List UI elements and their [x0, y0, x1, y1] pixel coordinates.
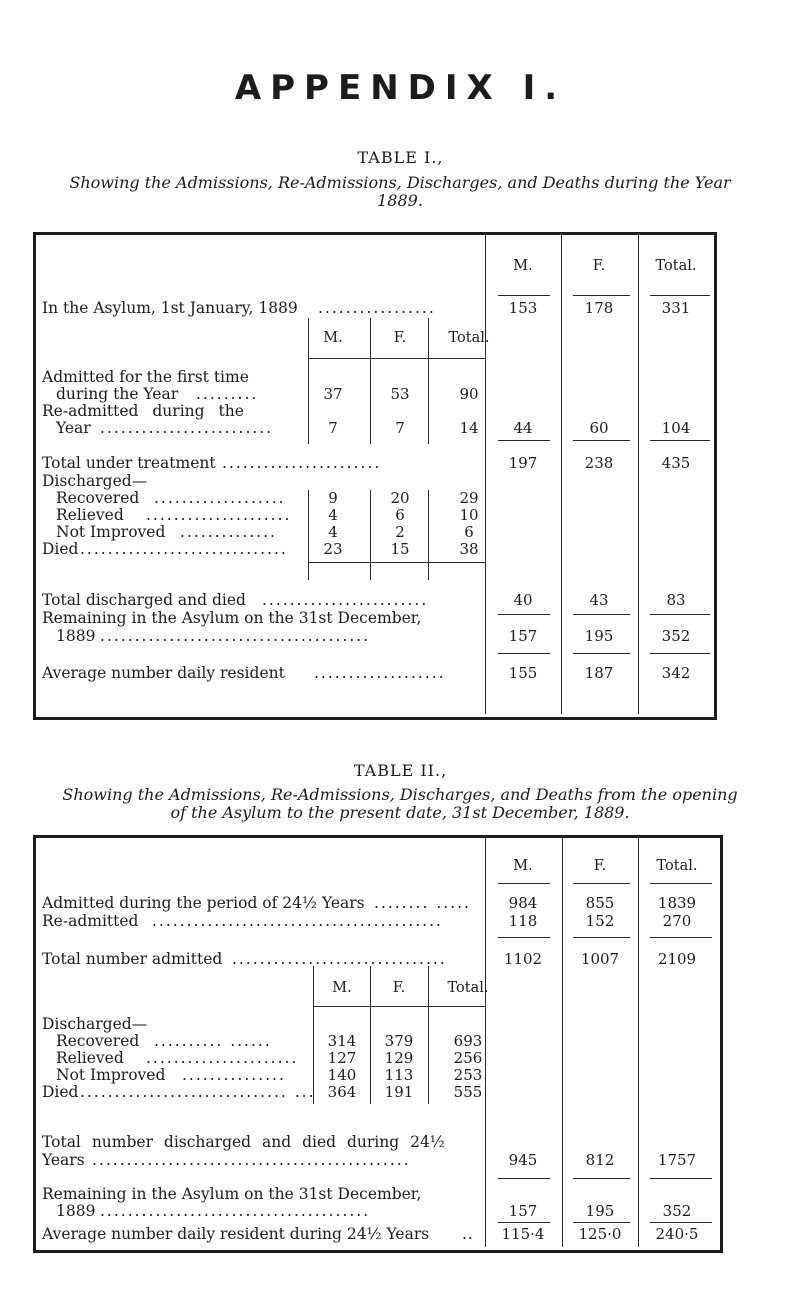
table2-cell: 270 [662, 912, 692, 930]
rule [498, 1178, 550, 1179]
table1-caption-line2: 1889. [377, 191, 423, 210]
rule [573, 440, 630, 441]
rule [309, 562, 485, 563]
rule [573, 1178, 630, 1179]
table2-cell: 125·0 [578, 1225, 622, 1243]
table1-cell: 155 [508, 664, 538, 682]
table2-cell: 984 [508, 894, 538, 912]
table2-cell: 240·5 [655, 1225, 699, 1243]
leader-dots: .............. [180, 523, 277, 541]
table2-divider-f [562, 838, 563, 1247]
table1-row-label: Re-admitted during the [42, 402, 244, 420]
leader-dots: .......... ...... [154, 1032, 272, 1050]
rule [650, 1178, 712, 1179]
table2-row-label: Remaining in the Asylum on the 31st December, [42, 1185, 422, 1203]
table1-cell: 43 [589, 591, 609, 609]
table1-row-label: Relieved [56, 506, 124, 524]
rule [498, 295, 550, 296]
table1-heading: TABLE I., [357, 148, 444, 167]
table1-row-label: Recovered [56, 489, 140, 507]
table2-cell: 1757 [657, 1151, 697, 1169]
table2-cell: 253 [453, 1066, 483, 1084]
table1-cell: 40 [513, 591, 533, 609]
table1-cell: 9 [328, 489, 338, 507]
table2-cell: 115·4 [501, 1225, 545, 1243]
table2-cell: 812 [585, 1151, 615, 1169]
table1-caption [40, 174, 760, 210]
rule [498, 883, 550, 884]
table1-cell: 331 [661, 299, 691, 317]
leader-dots: ........ ..... [374, 894, 471, 912]
table1-cell: 29 [459, 489, 479, 507]
leader-dots: ................... [314, 664, 446, 682]
table2-cell: 118 [508, 912, 538, 930]
table2-row-label: Average number daily resident during 24½ Years [42, 1225, 430, 1243]
table1-cell: 4 [328, 523, 338, 541]
table2-row-label: Total number discharged and died during 24½ [42, 1133, 445, 1151]
table1-cell: 44 [513, 419, 533, 437]
table2-heading: TABLE II., [353, 761, 448, 780]
table1-discharged-label: Discharged— [42, 472, 148, 490]
leader-dots: ....................................... [100, 627, 371, 645]
table2-cell: 555 [453, 1083, 483, 1101]
leader-dots: ......... [196, 385, 259, 403]
table2-row-label: Recovered [56, 1032, 140, 1050]
rule [498, 937, 550, 938]
rule [573, 883, 630, 884]
table1-caption-line1: Showing the Admissions, Re-Admissions, Discharges, and Deaths during the Year [69, 173, 731, 192]
table1-row-label: during the Year [56, 385, 179, 403]
rule [314, 1006, 485, 1007]
rule [650, 1222, 712, 1223]
table1-cell: 7 [395, 419, 405, 437]
table2-discharged-label: Discharged— [42, 1015, 148, 1033]
table1-row-label: Year [56, 419, 91, 437]
table1-cell: 352 [661, 627, 691, 645]
rule [650, 937, 712, 938]
table1-cell: 435 [661, 454, 691, 472]
table1-cell: 90 [459, 385, 479, 403]
table1-sub-total: Total. [448, 330, 490, 346]
table2-divider-total [638, 838, 639, 1247]
table2-cell: 195 [585, 1202, 615, 1220]
table1-row-label: Total discharged and died [42, 591, 246, 609]
table2-col-m: M. [513, 858, 533, 874]
table1-cell: 2 [395, 523, 405, 541]
table1-cell: 53 [390, 385, 410, 403]
table1-cell: 178 [584, 299, 614, 317]
table2-sub-f: F. [392, 980, 406, 996]
table1-cell: 15 [390, 540, 410, 558]
rule [573, 614, 630, 615]
rule [573, 295, 630, 296]
table2-cell: 191 [384, 1083, 414, 1101]
table1-cell: 187 [584, 664, 614, 682]
table2-cell: 256 [453, 1049, 483, 1067]
table2-cell: 129 [384, 1049, 414, 1067]
table2-row-label: Died [42, 1083, 79, 1101]
table2-sub-m: M. [332, 980, 352, 996]
table2-cell: 157 [508, 1202, 538, 1220]
rule [650, 295, 710, 296]
table1-row-label: In the Asylum, 1st January, 1889 [42, 299, 298, 317]
rule [573, 937, 630, 938]
leader-dots: ............................... [232, 950, 447, 968]
rule [498, 440, 550, 441]
table1-cell: 342 [661, 664, 691, 682]
table1-cell: 4 [328, 506, 338, 524]
table1-col-m: M. [513, 258, 533, 274]
table1-cell: 14 [459, 419, 479, 437]
table2-cell: 352 [662, 1202, 692, 1220]
table2-cell: 314 [327, 1032, 357, 1050]
table2-caption [40, 786, 760, 822]
table1-cell: 157 [508, 627, 538, 645]
rule [573, 653, 630, 654]
table1-cell: 20 [390, 489, 410, 507]
leader-dots: ......................... [100, 419, 274, 437]
leader-dots: ................... [154, 489, 286, 507]
table2-row-label: Not Improved [56, 1066, 166, 1084]
table1-cell: 23 [323, 540, 343, 558]
table1-row-label: Average number daily resident [42, 664, 285, 682]
leader-dots: ........................ [262, 591, 429, 609]
table2-cell: 140 [327, 1066, 357, 1084]
table2-col-total: Total. [656, 858, 698, 874]
table2-row-label: 1889 [56, 1202, 96, 1220]
rule [498, 1222, 550, 1223]
table2-cell: 364 [327, 1083, 357, 1101]
table1-row-label: Total under treatment [42, 454, 216, 472]
table1-row-label: 1889 [56, 627, 96, 645]
table1-cell: 238 [584, 454, 614, 472]
rule [498, 614, 550, 615]
leader-dots: .......................................... [152, 912, 443, 930]
rule [650, 440, 710, 441]
leader-dots: ....................... [222, 454, 382, 472]
rule [498, 653, 550, 654]
table2-row-label: Years [42, 1151, 85, 1169]
table1-row-label: Remaining in the Asylum on the 31st December, [42, 609, 422, 627]
table2-cell: 945 [508, 1151, 538, 1169]
table2-cell: 127 [327, 1049, 357, 1067]
table1-divider-f [561, 235, 562, 714]
table1-sub-m: M. [323, 330, 343, 346]
table2-row-label: Re-admitted [42, 912, 139, 930]
table1-cell: 6 [395, 506, 405, 524]
table2-caption-line1: Showing the Admissions, Re-Admissions, Discharges, and Deaths from the opening [62, 785, 738, 804]
leader-dots: ............... [182, 1066, 286, 1084]
table1-cell: 7 [328, 419, 338, 437]
leader-dots: ................. [318, 299, 436, 317]
leader-dots: ....................................... [100, 1202, 371, 1220]
table1-cell: 60 [589, 419, 609, 437]
table2-cell: 1102 [503, 950, 543, 968]
table2-row-label: Total number admitted [42, 950, 223, 968]
table1-row-label: Died [42, 540, 79, 558]
table2-cell: 152 [585, 912, 615, 930]
table1-col-f: F. [592, 258, 606, 274]
rule [650, 653, 710, 654]
table1-cell: 6 [464, 523, 474, 541]
leader-dots: ..................... [146, 506, 292, 524]
appendix-title: APPENDIX I. [234, 68, 567, 108]
leader-dots: ...................... [146, 1049, 299, 1067]
table2-cell: 2109 [657, 950, 697, 968]
table2-cell: 693 [453, 1032, 483, 1050]
table1-cell: 195 [584, 627, 614, 645]
table2-row-label: Relieved [56, 1049, 124, 1067]
leader-dots: .............................. ... [80, 1083, 316, 1101]
table1-sub-f: F. [393, 330, 407, 346]
table2-col-f: F. [593, 858, 607, 874]
table2-cell: 379 [384, 1032, 414, 1050]
table2-sub-total: Total. [447, 980, 489, 996]
table1-cell: 197 [508, 454, 538, 472]
table2-cell: 1007 [580, 950, 620, 968]
table2-cell: 1839 [657, 894, 697, 912]
table1-cell: 10 [459, 506, 479, 524]
table1-cell: 153 [508, 299, 538, 317]
table2-cell: 855 [585, 894, 615, 912]
rule [650, 614, 710, 615]
rule [650, 883, 712, 884]
table1-cell: 37 [323, 385, 343, 403]
leader-dots: .............................................. [92, 1151, 411, 1169]
table2-row-label: Admitted during the period of 24½ Years [42, 894, 365, 912]
table1-row-label: Not Improved [56, 523, 166, 541]
table2-cell: 113 [384, 1066, 414, 1084]
table1-divider-total [638, 235, 639, 714]
rule [573, 1222, 630, 1223]
table1-cell: 38 [459, 540, 479, 558]
table1-divider-m [485, 235, 486, 714]
table1-row-label: Admitted for the first time [42, 368, 249, 386]
table1-cell: 83 [666, 591, 686, 609]
table2-caption-line2: of the Asylum to the present date, 31st December, 1889. [170, 803, 630, 822]
table1-cell: 104 [661, 419, 691, 437]
rule [309, 358, 485, 359]
table1-col-total: Total. [655, 258, 697, 274]
leader-dots: .............................. [80, 540, 288, 558]
leader-dots: .. [462, 1225, 474, 1243]
